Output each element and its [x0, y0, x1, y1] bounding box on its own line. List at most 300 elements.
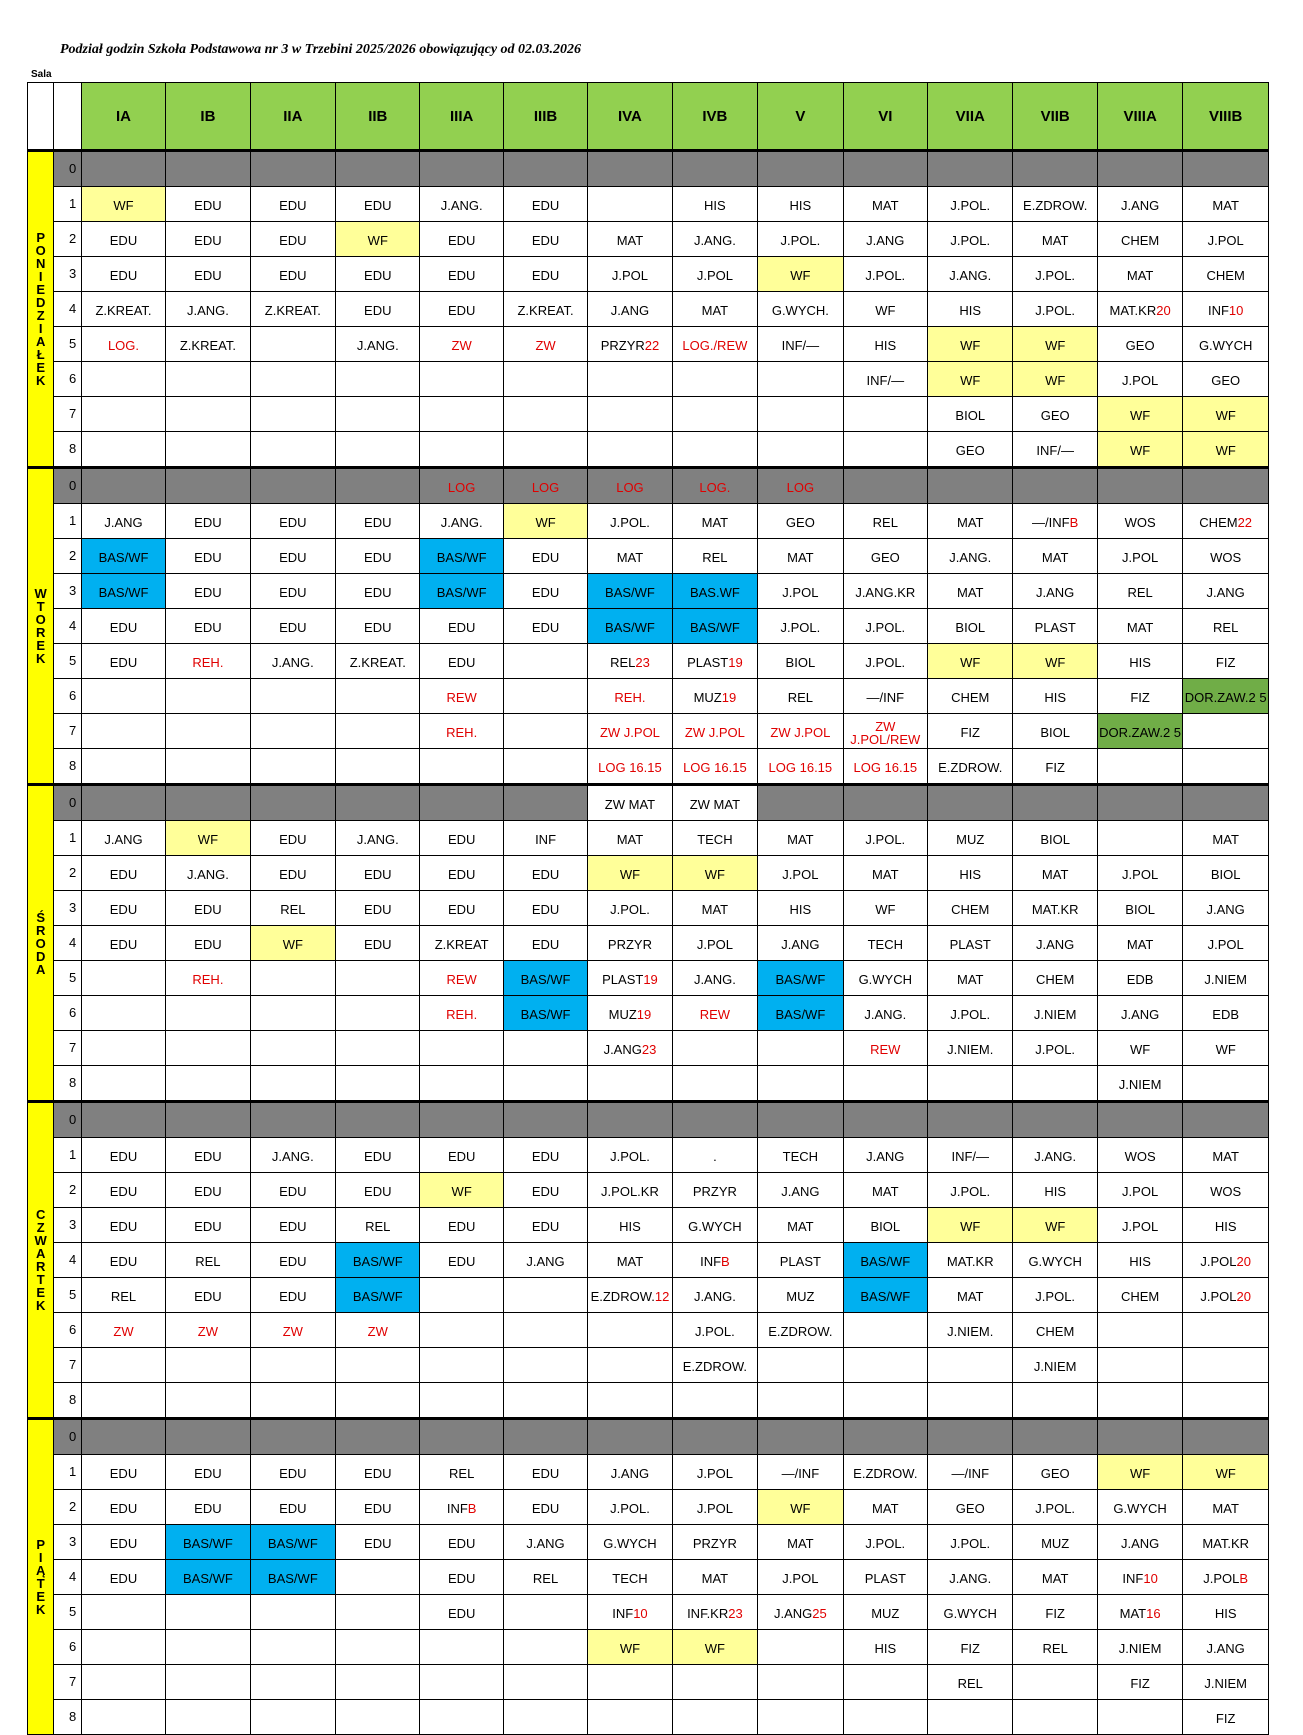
lesson-cell: REL	[166, 1243, 250, 1278]
lesson-cell: REL23	[588, 644, 672, 679]
lesson-number: 2	[54, 1173, 81, 1208]
lesson-cell	[758, 1630, 843, 1665]
lesson-cell: J.POL20	[1183, 1243, 1269, 1278]
lesson-cell: TECH	[758, 1138, 843, 1173]
lesson-cell	[81, 362, 165, 397]
lesson-cell: J.ANG	[588, 1455, 672, 1490]
lesson-cell: WOS	[1183, 539, 1269, 574]
lesson-cell: BAS/WF	[81, 574, 165, 609]
lesson-cell	[928, 1348, 1013, 1383]
lesson-cell: EDU	[503, 1490, 587, 1525]
lesson-row	[28, 1173, 1269, 1208]
lesson-cell: G.WYCH	[1097, 1490, 1182, 1525]
lesson-cell: EDU	[420, 856, 503, 891]
lesson-number: 5	[54, 1278, 81, 1313]
lesson-cell: MAT	[1183, 1138, 1269, 1173]
lesson-cell: INFB	[420, 1490, 503, 1525]
lesson-cell: MAT	[588, 222, 672, 257]
lesson-cell: WF	[503, 504, 587, 539]
lesson-cell: EDU	[336, 504, 420, 539]
lesson-cell: FIZ	[1013, 749, 1097, 785]
lesson-number: 8	[54, 749, 81, 785]
lesson-cell	[420, 362, 503, 397]
lesson-cell: J.ANG.	[928, 257, 1013, 292]
lesson-cell	[166, 1630, 250, 1665]
lesson-number: 1	[54, 1138, 81, 1173]
lesson-cell: J.ANG.	[250, 1138, 335, 1173]
class-header: IIIA	[420, 83, 503, 151]
lesson-cell: MAT	[758, 1525, 843, 1560]
lesson-cell: J.ANG.	[420, 504, 503, 539]
lesson-cell	[166, 714, 250, 749]
lesson-cell: REH.	[166, 644, 250, 679]
lesson-cell	[166, 1031, 250, 1066]
lesson-cell: EDU	[81, 609, 165, 644]
lesson-cell	[503, 1348, 587, 1383]
lesson-cell: MAT	[672, 292, 757, 327]
lesson-number: 6	[54, 1313, 81, 1348]
lesson-row	[28, 1031, 1269, 1066]
lesson-cell: EDU	[166, 257, 250, 292]
lesson-cell	[1183, 1348, 1269, 1383]
lesson-cell: EDU	[336, 1138, 420, 1173]
lesson-cell: EDU	[503, 891, 587, 926]
lesson-cell: BAS/WF	[503, 996, 587, 1031]
lesson-row	[28, 1243, 1269, 1278]
lesson-cell	[928, 151, 1013, 187]
lesson-cell: REH.	[420, 714, 503, 749]
lesson-cell	[336, 1595, 420, 1630]
lesson-cell: J.ANG	[1013, 926, 1097, 961]
lesson-cell: EDU	[420, 1525, 503, 1560]
lesson-row	[28, 821, 1269, 856]
lesson-cell	[420, 749, 503, 785]
lesson-cell: EDU	[81, 926, 165, 961]
lesson-cell: BIOL	[928, 609, 1013, 644]
lesson-cell	[336, 362, 420, 397]
lesson-cell: EDU	[503, 1455, 587, 1490]
lesson-number: 6	[54, 679, 81, 714]
lesson-cell: WF	[588, 1630, 672, 1665]
lesson-cell	[1097, 1419, 1182, 1455]
lesson-cell: FIZ	[1183, 1700, 1269, 1735]
lesson-cell: BAS/WF	[250, 1525, 335, 1560]
lesson-cell	[1097, 1383, 1182, 1419]
lesson-number: 0	[54, 151, 81, 187]
lesson-cell	[166, 1348, 250, 1383]
lesson-cell	[250, 1595, 335, 1630]
lesson-cell: MAT	[1097, 257, 1182, 292]
lesson-cell	[166, 468, 250, 504]
lesson-cell: HIS	[843, 1630, 927, 1665]
lesson-cell	[166, 397, 250, 432]
lesson-cell	[420, 1102, 503, 1138]
lesson-cell: J.POL	[1097, 1173, 1182, 1208]
lesson-cell: Z.KREAT.	[166, 327, 250, 362]
lesson-cell: MAT	[588, 539, 672, 574]
lesson-cell	[503, 1665, 587, 1700]
timetable	[27, 82, 1269, 1735]
lesson-row-zero	[28, 1419, 1269, 1455]
lesson-cell: BAS/WF	[420, 574, 503, 609]
lesson-row	[28, 1630, 1269, 1665]
lesson-row-zero	[28, 785, 1269, 821]
lesson-cell: EDU	[166, 574, 250, 609]
lesson-cell: EDU	[503, 222, 587, 257]
lesson-cell: MUZ	[843, 1595, 927, 1630]
lesson-cell	[843, 468, 927, 504]
lesson-number: 5	[54, 327, 81, 362]
lesson-cell: REH.	[420, 996, 503, 1031]
lesson-cell: GEO	[928, 432, 1013, 468]
lesson-cell	[1183, 1102, 1269, 1138]
lesson-cell: J.NIEM.	[928, 1313, 1013, 1348]
lesson-cell: REL	[843, 504, 927, 539]
lesson-cell: EDU	[250, 1490, 335, 1525]
lesson-cell: ZW J.POL	[758, 714, 843, 749]
lesson-cell	[166, 1066, 250, 1102]
class-header: IVB	[672, 83, 757, 151]
lesson-row	[28, 856, 1269, 891]
lesson-cell: WOS	[1183, 1173, 1269, 1208]
lesson-cell: Z.KREAT.	[81, 292, 165, 327]
lesson-cell	[843, 1665, 927, 1700]
lesson-cell	[588, 1102, 672, 1138]
lesson-row	[28, 1278, 1269, 1313]
lesson-cell	[420, 1383, 503, 1419]
lesson-cell: REW	[672, 996, 757, 1031]
lesson-cell: J.NIEM.	[928, 1031, 1013, 1066]
lesson-cell	[1183, 1383, 1269, 1419]
lesson-cell: EDB	[1097, 961, 1182, 996]
lesson-cell	[588, 397, 672, 432]
lesson-cell: MAT	[588, 821, 672, 856]
lesson-cell: WF	[928, 1208, 1013, 1243]
lesson-cell	[166, 1102, 250, 1138]
lesson-cell: J.POL.	[928, 996, 1013, 1031]
lesson-cell: WF	[1183, 432, 1269, 468]
lesson-cell: J.ANG	[81, 821, 165, 856]
lesson-cell: J.POL	[672, 1455, 757, 1490]
lesson-cell: —/INFB	[1013, 504, 1097, 539]
lesson-cell	[503, 644, 587, 679]
lesson-cell	[420, 1630, 503, 1665]
lesson-cell: G.WYCH	[1013, 1243, 1097, 1278]
lesson-cell: J.ANG	[588, 292, 672, 327]
lesson-cell	[336, 468, 420, 504]
lesson-cell: INF/—	[1013, 432, 1097, 468]
lesson-cell	[166, 1419, 250, 1455]
lesson-cell	[250, 1383, 335, 1419]
lesson-cell	[1097, 1313, 1182, 1348]
lesson-cell: MUZ19	[672, 679, 757, 714]
lesson-cell	[503, 1031, 587, 1066]
lesson-cell	[250, 785, 335, 821]
lesson-cell: INF/—	[928, 1138, 1013, 1173]
lesson-cell: ZW MAT	[672, 785, 757, 821]
lesson-cell: FIZ	[1013, 1595, 1097, 1630]
lesson-cell	[250, 1102, 335, 1138]
class-header: IB	[166, 83, 250, 151]
lesson-cell	[588, 1348, 672, 1383]
lesson-cell: EDU	[503, 926, 587, 961]
lesson-cell: EDU	[166, 1208, 250, 1243]
lesson-cell: MAT	[1183, 821, 1269, 856]
lesson-cell: J.ANG	[1183, 574, 1269, 609]
lesson-cell	[1013, 1066, 1097, 1102]
lesson-cell: WF	[928, 644, 1013, 679]
lesson-cell	[503, 1278, 587, 1313]
lesson-row	[28, 1455, 1269, 1490]
lesson-cell: LOG 16.15	[758, 749, 843, 785]
lesson-cell: EDU	[81, 1173, 165, 1208]
lesson-number: 0	[54, 468, 81, 504]
lesson-cell: MAT	[843, 856, 927, 891]
lesson-cell: J.ANG	[1097, 187, 1182, 222]
lesson-cell: MAT	[588, 1243, 672, 1278]
lesson-cell: J.POL.	[928, 222, 1013, 257]
lesson-cell	[1013, 1419, 1097, 1455]
lesson-cell	[758, 397, 843, 432]
lesson-cell	[81, 1383, 165, 1419]
lesson-row	[28, 1348, 1269, 1383]
lesson-cell: J.POL	[758, 574, 843, 609]
lesson-cell	[81, 1066, 165, 1102]
lesson-cell	[1013, 1665, 1097, 1700]
lesson-row	[28, 609, 1269, 644]
lesson-cell: EDU	[336, 1455, 420, 1490]
lesson-cell: EDB	[1183, 996, 1269, 1031]
lesson-cell: EDU	[250, 609, 335, 644]
lesson-cell	[588, 1419, 672, 1455]
lesson-cell: EDU	[250, 856, 335, 891]
lesson-cell: J.ANG	[1013, 574, 1097, 609]
lesson-cell: MAT	[758, 1208, 843, 1243]
lesson-cell	[81, 785, 165, 821]
lesson-cell: EDU	[250, 821, 335, 856]
lesson-cell	[166, 151, 250, 187]
lesson-cell: BIOL	[758, 644, 843, 679]
lesson-number: 5	[54, 961, 81, 996]
lesson-cell: EDU	[81, 891, 165, 926]
lesson-cell: EDU	[250, 504, 335, 539]
lesson-cell: MAT	[1183, 187, 1269, 222]
lesson-cell: REL	[81, 1278, 165, 1313]
lesson-cell: BAS/WF	[588, 609, 672, 644]
lesson-cell: ZW MAT	[588, 785, 672, 821]
lesson-cell: J.ANG	[843, 1138, 927, 1173]
day-label: P O N I E D Z I A Ł E K	[28, 151, 54, 468]
lesson-cell: ZW J.POL	[588, 714, 672, 749]
lesson-row	[28, 926, 1269, 961]
lesson-cell: MAT	[843, 1490, 927, 1525]
lesson-cell: EDU	[336, 891, 420, 926]
lesson-cell: PLAST	[928, 926, 1013, 961]
lesson-cell: HIS	[758, 187, 843, 222]
class-header: VIIA	[928, 83, 1013, 151]
lesson-number: 3	[54, 257, 81, 292]
lesson-cell: MAT	[928, 1278, 1013, 1313]
lesson-cell: J.POL	[588, 257, 672, 292]
lesson-cell: GEO	[843, 539, 927, 574]
class-header-row	[28, 83, 1269, 151]
lesson-cell	[672, 1066, 757, 1102]
lesson-cell: WF	[81, 187, 165, 222]
lesson-cell: EDU	[336, 257, 420, 292]
lesson-cell: EDU	[420, 609, 503, 644]
lesson-cell: REW	[420, 961, 503, 996]
lesson-cell: EDU	[166, 187, 250, 222]
lesson-cell: EDU	[420, 891, 503, 926]
lesson-cell: J.POLB	[1183, 1560, 1269, 1595]
lesson-cell	[336, 397, 420, 432]
lesson-cell: MAT	[672, 1560, 757, 1595]
lesson-cell: J.POL	[1183, 222, 1269, 257]
lesson-row	[28, 644, 1269, 679]
lesson-cell: MAT	[672, 891, 757, 926]
lesson-cell	[336, 1066, 420, 1102]
lesson-cell	[503, 679, 587, 714]
lesson-cell: EDU	[420, 257, 503, 292]
lesson-cell: G.WYCH	[588, 1525, 672, 1560]
lesson-cell: J.POL.	[928, 1525, 1013, 1560]
lesson-cell: REL	[250, 891, 335, 926]
lesson-cell	[672, 1102, 757, 1138]
lesson-cell: WOS	[1097, 1138, 1182, 1173]
lesson-cell: FIZ	[1097, 1665, 1182, 1700]
lesson-cell: J.POL.	[758, 609, 843, 644]
lesson-cell	[250, 397, 335, 432]
lesson-cell: WF	[1013, 1208, 1097, 1243]
lesson-cell: CHEM22	[1183, 504, 1269, 539]
lesson-cell	[1013, 1383, 1097, 1419]
lesson-cell	[503, 1066, 587, 1102]
lesson-cell: EDU	[166, 926, 250, 961]
lesson-cell: MAT	[1013, 856, 1097, 891]
lesson-cell: J.POL.	[672, 1313, 757, 1348]
lesson-cell: EDU	[166, 222, 250, 257]
lesson-cell: J.ANG	[503, 1243, 587, 1278]
lesson-number: 2	[54, 222, 81, 257]
lesson-cell: EDU	[420, 1243, 503, 1278]
lesson-cell: EDU	[81, 1138, 165, 1173]
lesson-number: 7	[54, 1348, 81, 1383]
lesson-cell	[503, 1700, 587, 1735]
lesson-cell: J.ANG.	[420, 187, 503, 222]
lesson-cell: J.ANG23	[588, 1031, 672, 1066]
lesson-cell: J.POL.	[588, 891, 672, 926]
lesson-row	[28, 1665, 1269, 1700]
lesson-cell	[1097, 468, 1182, 504]
lesson-cell: WF	[420, 1173, 503, 1208]
lesson-cell: J.ANG.KR	[843, 574, 927, 609]
lesson-number: 3	[54, 1525, 81, 1560]
class-header: VIIB	[1013, 83, 1097, 151]
lesson-cell	[758, 151, 843, 187]
lesson-row	[28, 397, 1269, 432]
lesson-cell: ZW	[420, 327, 503, 362]
lesson-cell: E.ZDROW.12	[588, 1278, 672, 1313]
lesson-cell: CHEM	[928, 679, 1013, 714]
lesson-cell: MAT	[672, 504, 757, 539]
lesson-number: 5	[54, 644, 81, 679]
lesson-cell: J.NIEM	[1097, 1630, 1182, 1665]
lesson-cell	[81, 1700, 165, 1735]
lesson-cell: BAS/WF	[336, 1278, 420, 1313]
lesson-cell	[81, 1031, 165, 1066]
lesson-cell	[503, 1383, 587, 1419]
lesson-cell: EDU	[166, 891, 250, 926]
lesson-cell: FIZ	[1183, 644, 1269, 679]
lesson-cell	[336, 1102, 420, 1138]
lesson-cell: WF	[1097, 432, 1182, 468]
lesson-cell: EDU	[503, 539, 587, 574]
lesson-cell	[928, 468, 1013, 504]
lesson-cell	[758, 1700, 843, 1735]
lesson-cell: J.ANG	[843, 222, 927, 257]
lesson-cell: EDU	[336, 1490, 420, 1525]
lesson-cell: REH.	[588, 679, 672, 714]
lesson-cell: J.POL.	[928, 187, 1013, 222]
lesson-cell: MUZ19	[588, 996, 672, 1031]
lesson-cell: EDU	[420, 1138, 503, 1173]
lesson-cell: J.POL.	[1013, 1490, 1097, 1525]
lesson-cell: FIZ	[928, 714, 1013, 749]
lesson-cell	[758, 1102, 843, 1138]
lesson-cell	[843, 1383, 927, 1419]
lesson-cell	[503, 432, 587, 468]
lesson-cell	[672, 1031, 757, 1066]
lesson-cell: EDU	[81, 1525, 165, 1560]
lesson-cell	[336, 1383, 420, 1419]
lesson-number: 7	[54, 1031, 81, 1066]
lesson-cell: PRZYR22	[588, 327, 672, 362]
lesson-number: 0	[54, 1419, 81, 1455]
lesson-cell	[420, 1419, 503, 1455]
lesson-cell: WF	[1097, 1455, 1182, 1490]
lesson-cell: BAS/WF	[336, 1243, 420, 1278]
lesson-cell	[336, 1630, 420, 1665]
lesson-cell: MAT	[1183, 1490, 1269, 1525]
lesson-cell: J.ANG	[758, 926, 843, 961]
lesson-cell: MAT.KR	[1183, 1525, 1269, 1560]
lesson-cell: J.ANG	[503, 1525, 587, 1560]
lesson-cell: INFB	[672, 1243, 757, 1278]
lesson-cell: G.WYCH	[1183, 327, 1269, 362]
lesson-number: 6	[54, 1630, 81, 1665]
class-header: IA	[81, 83, 165, 151]
lesson-cell	[758, 432, 843, 468]
lesson-cell: EDU	[81, 1560, 165, 1595]
lesson-cell: EDU	[420, 292, 503, 327]
lesson-number: 4	[54, 1243, 81, 1278]
lesson-cell: PLAST	[843, 1560, 927, 1595]
lesson-row	[28, 432, 1269, 468]
page-title: Podział godzin Szkoła Podstawowa nr 3 w Trzebini 2025/2026 obowiązujący od 02.03.2026	[60, 42, 582, 57]
lesson-cell	[250, 679, 335, 714]
lesson-cell: EDU	[336, 1173, 420, 1208]
lesson-cell: EDU	[250, 1208, 335, 1243]
lesson-cell: EDU	[81, 1455, 165, 1490]
day-label: Ś R O D A	[28, 785, 54, 1102]
lesson-cell: FIZ	[928, 1630, 1013, 1665]
lesson-row-zero	[28, 151, 1269, 187]
lesson-cell: EDU	[503, 1138, 587, 1173]
lesson-cell: J.POL	[1097, 539, 1182, 574]
lesson-cell: EDU	[420, 644, 503, 679]
lesson-cell: J.ANG.	[672, 961, 757, 996]
lesson-cell: BIOL	[928, 397, 1013, 432]
